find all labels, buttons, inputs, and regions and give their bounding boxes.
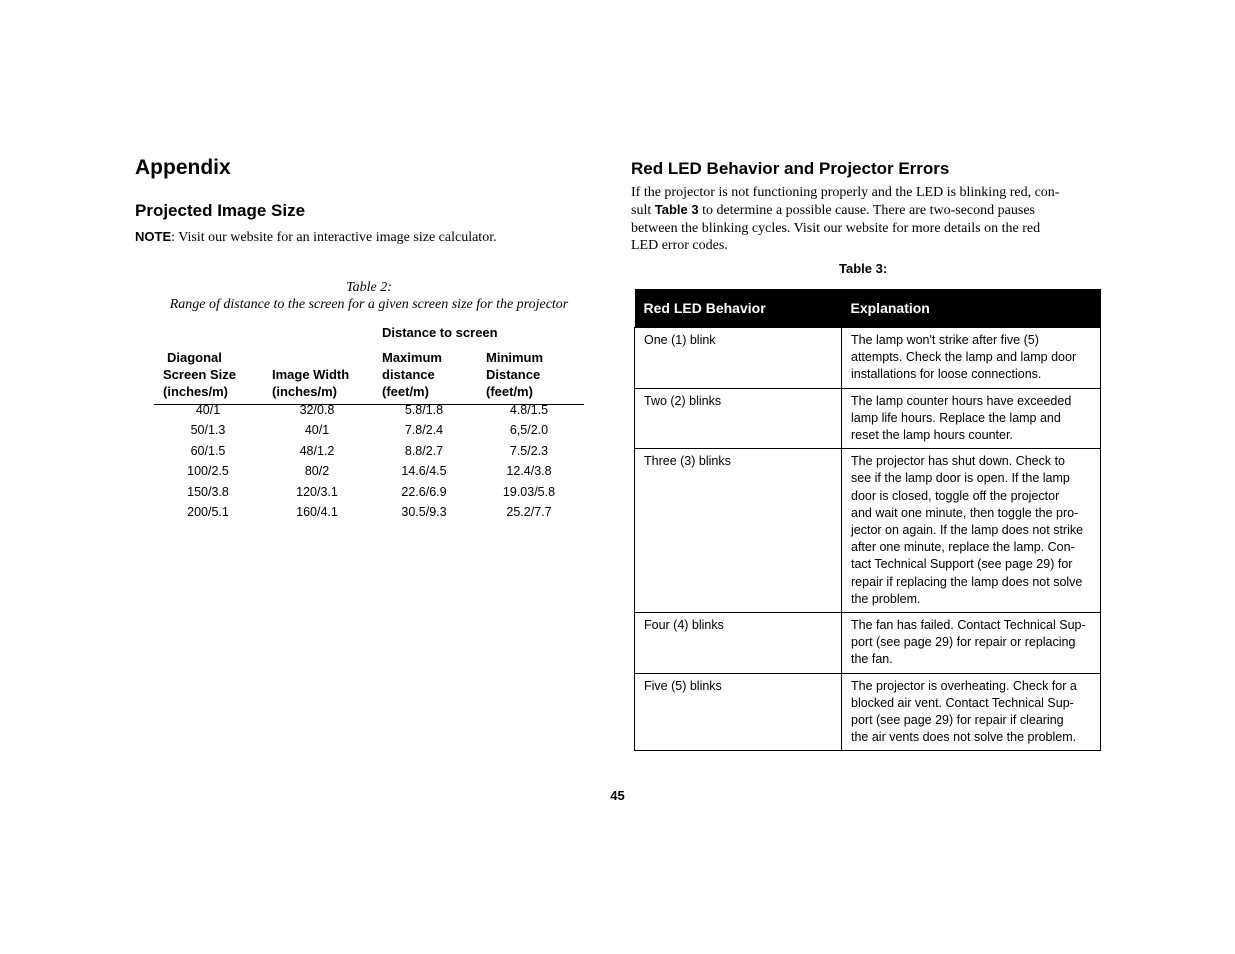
behavior-cell: Three (3) blinks (635, 449, 842, 613)
header-line: Distance (486, 367, 541, 382)
table-cell: 14.6/4.5 (401, 464, 447, 479)
cell-line: port (see page 29) for repair or replacing (851, 635, 1076, 650)
column-header-explanation: Explanation (842, 289, 1101, 328)
cell-line: attempts. Check the lamp and lamp door (851, 350, 1077, 365)
note-text: : Visit our website for an interactive image size calculator. (171, 230, 497, 245)
header-line: (feet/m) (382, 384, 429, 399)
cell-line: repair if replacing the lamp does not solve (851, 574, 1083, 589)
note-paragraph (135, 229, 497, 246)
table-cell: 22.6/6.9 (401, 484, 447, 499)
table2-header-minimum-distance (486, 349, 543, 400)
cell-line: the air vents does not solve the problem. (851, 730, 1077, 745)
table-cell: 120/3.1 (296, 484, 338, 499)
behavior-cell: Four (4) blinks (635, 613, 842, 674)
table-cell: 48/1.2 (299, 443, 335, 458)
cell-line: tact Technical Support (see page 29) for (851, 557, 1073, 572)
table2-body (154, 403, 584, 525)
table3-caption: Table 3: (839, 261, 888, 276)
column-header-behavior: Red LED Behavior (635, 289, 842, 328)
behavior-cell: Two (2) blinks (635, 388, 842, 449)
table-cell: 100/2.5 (187, 464, 229, 479)
table-row (154, 444, 584, 464)
section-heading-red-led: Red LED Behavior and Projector Errors (631, 159, 950, 178)
cell-line: see if the lamp door is open. If the lamp (851, 471, 1070, 486)
table2-caption-title: Range of distance to the screen for a given screen size for the projector (169, 297, 569, 312)
table-cell: 150/3.8 (187, 484, 229, 499)
cell-line: jector on again. If the lamp does not strike (851, 523, 1084, 538)
table-row (154, 464, 584, 484)
table-row (635, 328, 1101, 389)
cell-line: installations for loose connections. (851, 367, 1042, 382)
led-error-table (634, 289, 1101, 751)
table-cell: 7.8/2.4 (404, 423, 444, 438)
table-cell: 80/2 (304, 464, 330, 479)
paragraph-fragment: to determine a possible cause. There are two-second pauses (698, 203, 1035, 219)
page-title: Appendix (135, 156, 231, 179)
table-row (154, 423, 584, 443)
paragraph-line: between the blinking cycles. Visit our website for more details on the red (631, 220, 1041, 236)
cell-line: The projector is overheating. Check for a (851, 678, 1077, 693)
paragraph-line (631, 201, 1103, 219)
cell-line: The lamp counter hours have exceeded (851, 393, 1072, 408)
table-cell: 5.8/1.8 (404, 403, 444, 417)
cell-line: and wait one minute, then toggle the pro- (851, 505, 1079, 520)
cell-line: The projector has shut down. Check to (851, 454, 1066, 469)
paragraph-line: If the projector is not functioning properly and the LED is blinking red, con- (631, 185, 1060, 200)
cell-line: port (see page 29) for repair if clearing (851, 713, 1064, 728)
table2-header-maximum-distance (382, 349, 442, 400)
table2-caption-number: Table 2: (346, 280, 392, 295)
table-cell: 4.8/1.5 (509, 403, 549, 417)
table-cell: 8.8/2.7 (404, 443, 444, 458)
table-cell: 7.5/2.3 (509, 443, 549, 458)
explanation-cell (842, 328, 1101, 389)
header-line: distance (382, 367, 435, 382)
table-row (154, 505, 584, 525)
table2-header-diagonal (163, 349, 236, 400)
header-line: Diagonal (167, 350, 222, 365)
table2-group-header: Distance to screen (382, 325, 498, 340)
header-line: Maximum (382, 350, 442, 365)
table-cell: 60/1.5 (190, 443, 226, 458)
table-cell: 40/1 (195, 403, 221, 417)
header-line: (inches/m) (163, 384, 229, 399)
intro-paragraph (631, 184, 1103, 254)
explanation-cell (842, 673, 1101, 751)
table-header-row (635, 289, 1101, 328)
explanation-cell (842, 388, 1101, 449)
cell-line: the fan. (851, 652, 893, 667)
table-cell: 19.03/5.8 (502, 484, 556, 499)
table-cell: 50/1.3 (190, 423, 226, 438)
table-cell: 200/5.1 (187, 504, 229, 519)
table-row (635, 449, 1101, 613)
header-line: Minimum (486, 350, 544, 365)
behavior-cell: One (1) blink (635, 328, 842, 389)
paragraph-fragment: sult (631, 203, 655, 219)
table-cell: 160/4.1 (296, 504, 338, 519)
page-number: 45 (610, 788, 625, 803)
cell-line: blocked air vent. Contact Technical Sup- (851, 695, 1074, 710)
behavior-cell: Five (5) blinks (635, 673, 842, 751)
table2-header-image-width (272, 366, 349, 400)
cell-line: lamp life hours. Replace the lamp and (851, 410, 1061, 425)
header-line: Screen Size (163, 367, 236, 382)
header-line: (inches/m) (272, 384, 338, 399)
table-row (154, 403, 584, 423)
cell-line: the problem. (851, 591, 921, 606)
section-heading-projected-image-size: Projected Image Size (135, 201, 306, 220)
table-cell: 25.2/7.7 (506, 504, 552, 519)
header-line: Image Width (272, 367, 350, 382)
table-cell: 12.4/3.8 (506, 464, 552, 479)
explanation-cell (842, 449, 1101, 613)
table-row (635, 388, 1101, 449)
table-cell: 6,5/2.0 (509, 423, 549, 438)
cell-line: The fan has failed. Contact Technical Sup- (851, 618, 1086, 633)
header-line: (feet/m) (486, 384, 533, 399)
table3-reference: Table 3 (654, 202, 699, 218)
note-label: NOTE (135, 229, 172, 244)
table2-caption (150, 279, 588, 313)
paragraph-line: LED error codes. (631, 237, 728, 253)
table-row (635, 673, 1101, 751)
table-cell: 30.5/9.3 (401, 504, 447, 519)
table-cell: 40/1 (304, 423, 330, 438)
cell-line: reset the lamp hours counter. (851, 428, 1013, 443)
explanation-cell (842, 613, 1101, 674)
cell-line: door is closed, toggle off the projector (851, 488, 1060, 503)
table-row (154, 485, 584, 505)
table-cell: 32/0.8 (299, 403, 335, 417)
cell-line: The lamp won't strike after five (5) (851, 333, 1039, 347)
cell-line: after one minute, replace the lamp. Con- (851, 540, 1075, 555)
table-row (635, 613, 1101, 674)
